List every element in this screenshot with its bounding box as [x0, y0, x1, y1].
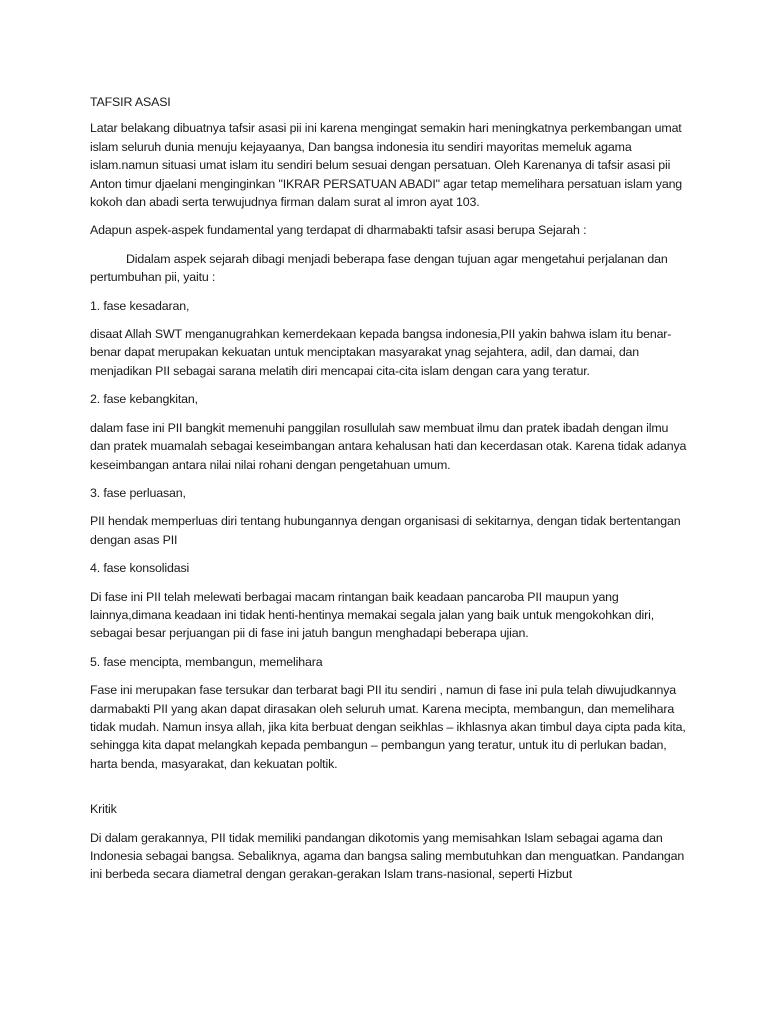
- phase-2-text: dalam fase ini PII bangkit memenuhi panggilan rosullulah saw membuat ilmu dan pratek ibadah dengan ilmu dan pratek muamalah sebagai keseimbangan antara kehalusan hati dan kecerdasan otak. Karena tidak adanya keseimbangan antara nilai nilai rohani dengan pengetahuan umum.: [90, 420, 687, 472]
- phase-5-heading: 5. fase mencipta, membangun, memelihara: [90, 654, 323, 669]
- history-paragraph: Didalam aspek sejarah dibagi menjadi beberapa fase dengan tujuan agar mengetahui perjalanan dan pertumbuhan pii, yaitu :: [90, 251, 668, 285]
- phase-5-text: Fase ini merupakan fase tersukar dan terbarat bagi PII itu sendiri , namun di fase ini pula telah diwujudkannya darmabakti PII yang akan dapat dirasakan oleh seluruh umat. Karena mecipta, membangun, dan memelihara tidak mudah. Namun insya allah, jika kita berbuat dengan seikhlas – ikhlasnya akan timbul daya cipta pada kita, sehingga kita dapat melangkah kepada pembangun – pembangun yang teratur, untuk itu di perlukan badan, harta benda, masyarakat, dan kekuatan poltik.: [90, 683, 686, 771]
- aspects-paragraph: Adapun aspek-aspek fundamental yang terdapat di dharmabakti tafsir asasi berupa Sejarah :: [90, 223, 587, 238]
- phase-1-heading: 1. fase kesadaran,: [90, 298, 190, 313]
- phase-2-heading: 2. fase kebangkitan,: [90, 392, 198, 407]
- phase-4-text: Di fase ini PII telah melewati berbagai macam rintangan baik keadaan pancaroba PII maupun yang lainnya,dimana keadaan ini tidak henti-hentinya memakai segala jalan yang baik untuk mengokohkan diri, sebagai besar perjuangan pii di fase ini jatuh bangun menghadapi beberapa ujian.: [90, 589, 654, 641]
- phase-3-heading: 3. fase perluasan,: [90, 485, 186, 500]
- critique-paragraph: Di dalam gerakannya, PII tidak memiliki pandangan dikotomis yang memisahkan Islam sebagai agama dan Indonesia sebagai bangsa. Sebaliknya, agama dan bangsa saling membutuhkan dan menguatkan. Pandangan ini berbeda secara diametral dengan gerakan-gerakan Islam trans-nasional, seperti Hizbut: [90, 830, 685, 882]
- phase-3-text: PII hendak memperluas diri tentang hubungannya dengan organisasi di sekitarnya, dengan tidak bertentangan dengan asas PII: [90, 514, 681, 547]
- section-spacer: [90, 783, 688, 800]
- intro-paragraph: Latar belakang dibuatnya tafsir asasi pii ini karena mengingat semakin hari meningkatnya perkembangan umat islam seluruh dunia menuju kejayaanya, Dan bangsa indonesia itu sendiri mayoritas memeluk agama islam.namun situasi umat islam itu sendiri belum sesuai dengan persatuan. Oleh Karenanya di tafsir asasi pii Anton timur djaelani menginginkan "IKRAR PERSATUAN ABADI" agar tetap memelihara persatuan islam yang kokoh dan abadi serta terwujudnya firman dalam surat al imron ayat 103.: [90, 121, 683, 210]
- critique-heading: Kritik: [90, 802, 117, 817]
- document-title: TAFSIR ASASI: [90, 95, 171, 109]
- phase-4-heading: 4. fase konsolidasi: [90, 561, 190, 576]
- phase-1-text: disaat Allah SWT menganugrahkan kemerdekaan kepada bangsa indonesia,PII yakin bahwa islam itu benar-benar dapat merupakan kekuatan untuk menciptakan masyarakat ynag sejahtera, adil, dan damai, dan menjadikan PII sebagai sarana melatih diri mencapai cita-cita islam dengan cara yang teratur.: [90, 327, 672, 378]
